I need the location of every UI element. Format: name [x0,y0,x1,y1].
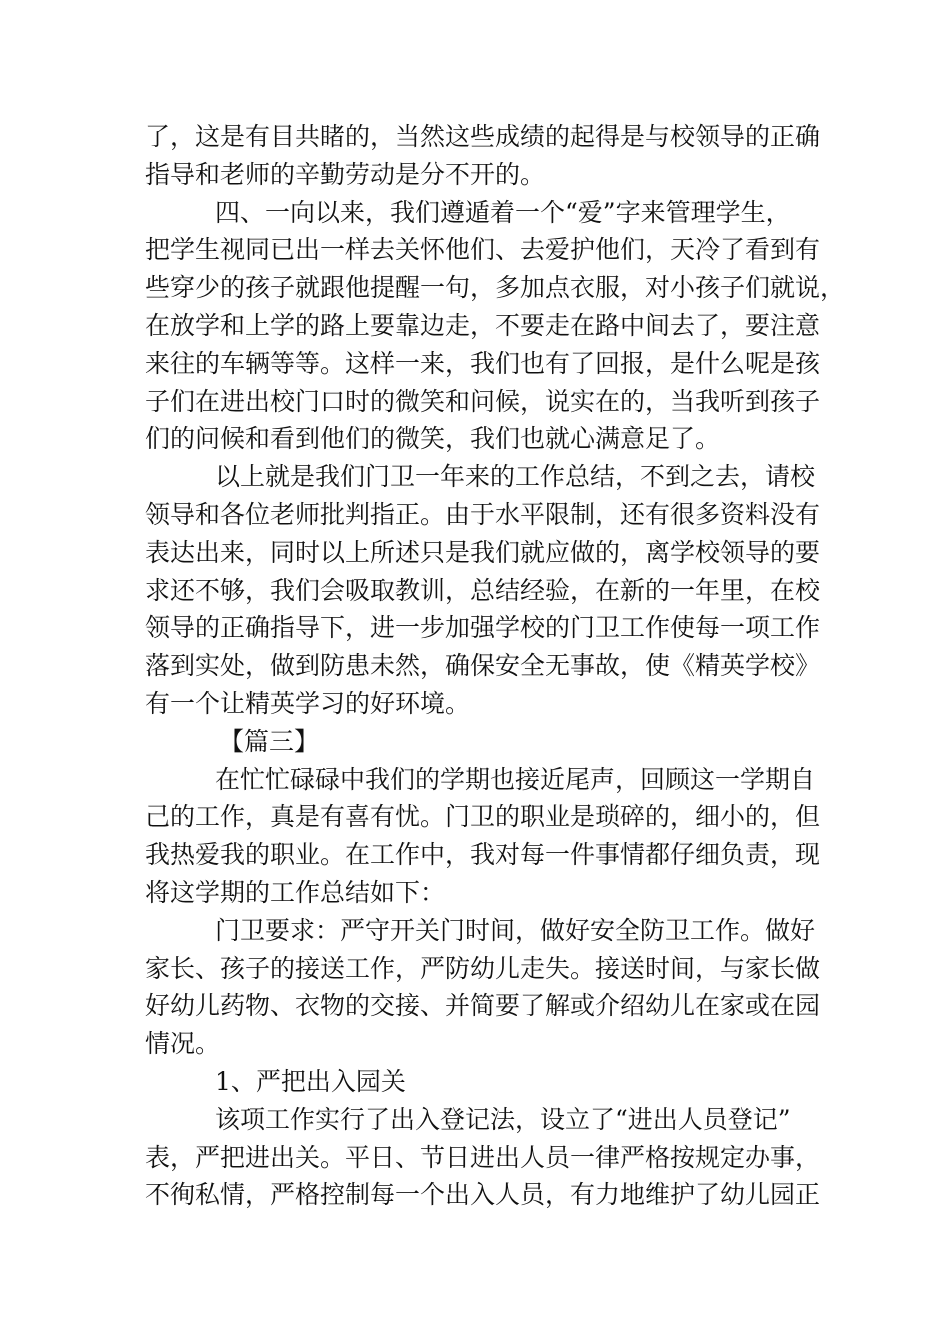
text-line: 在放学和上学的路上要靠边走，不要走在路中间去了，要注意 [145,310,821,340]
text-line: 表，严把进出关。平日、节日进出人员一律严格按规定办事， [145,1142,821,1172]
text-line: 了，这是有目共睹的，当然这些成绩的起得是与校领导的正确 [145,122,821,151]
text-line: 领导的正确指导下，进一步加强学校的门卫工作使每一项工作 [145,613,821,643]
text-line: 表达出来，同时以上所述只是我们就应做的，离学校领导的要 [145,537,821,567]
text-line: 己的工作，真是有喜有忧。门卫的职业是琐碎的，细小的，但 [145,802,821,832]
paragraph-start-line: 四、一向以来，我们遵遁着一个“爱”字来管理学生， [215,197,791,227]
document-body [145,118,846,1214]
paragraph-start-line: 门卫要求：严守开关门时间，做好安全防卫工作。做好 [215,915,816,945]
text-line: 些穿少的孩子就跟他提醒一句，多加点衣服，对小孩子们就说， [145,273,846,303]
text-line: 子们在进出校门口时的微笑和问候，说实在的，当我听到孩子 [145,386,821,416]
paragraph-start-line: 以上就是我们门卫一年来的工作总结，不到之去，请校 [215,462,816,492]
text-line: 家长、孩子的接送工作，严防幼儿走失。接送时间，与家长做 [145,953,821,983]
section-heading: 【篇三】 [219,726,320,756]
text-line: 领导和各位老师批判指正。由于水平限制，还有很多资料没有 [145,499,821,529]
text-line: 不徇私情，严格控制每一个出入人员，有力地维护了幼儿园正 [145,1180,821,1210]
paragraph-start-line: 在忙忙碌碌中我们的学期也接近尾声，回顾这一学期自 [215,764,816,794]
text-line: 落到实处，做到防患未然，确保安全无事故，使《精英学校》 [145,651,821,681]
text-line: 有一个让精英学习的好环境。 [145,688,471,718]
subsection-heading: 1、严把出入园关 [215,1066,406,1096]
text-line: 我热爱我的职业。在工作中，我对每一件事情都仔细负责，现 [145,840,821,870]
text-line: 把学生视同已出一样去关怀他们、去爱护他们，天冷了看到有 [145,235,821,265]
text-line: 好幼儿药物、衣物的交接、并简要了解或介绍幼儿在家或在园 [145,991,821,1021]
text-line: 求还不够，我们会吸取教训，总结经验，在新的一年里，在校 [145,575,821,605]
text-line: 们的问候和看到他们的微笑，我们也就心满意足了。 [145,424,721,454]
text-line: 指导和老师的辛勤劳动是分不开的。 [145,159,546,189]
paragraph-start-line: 该项工作实行了出入登记法，设立了“进出人员登记” [215,1104,791,1134]
text-line: 将这学期的工作总结如下： [145,877,446,907]
text-line: 情况。 [145,1029,221,1059]
text-line: 来往的车辆等等。这样一来，我们也有了回报，是什么呢是孩 [145,348,821,378]
